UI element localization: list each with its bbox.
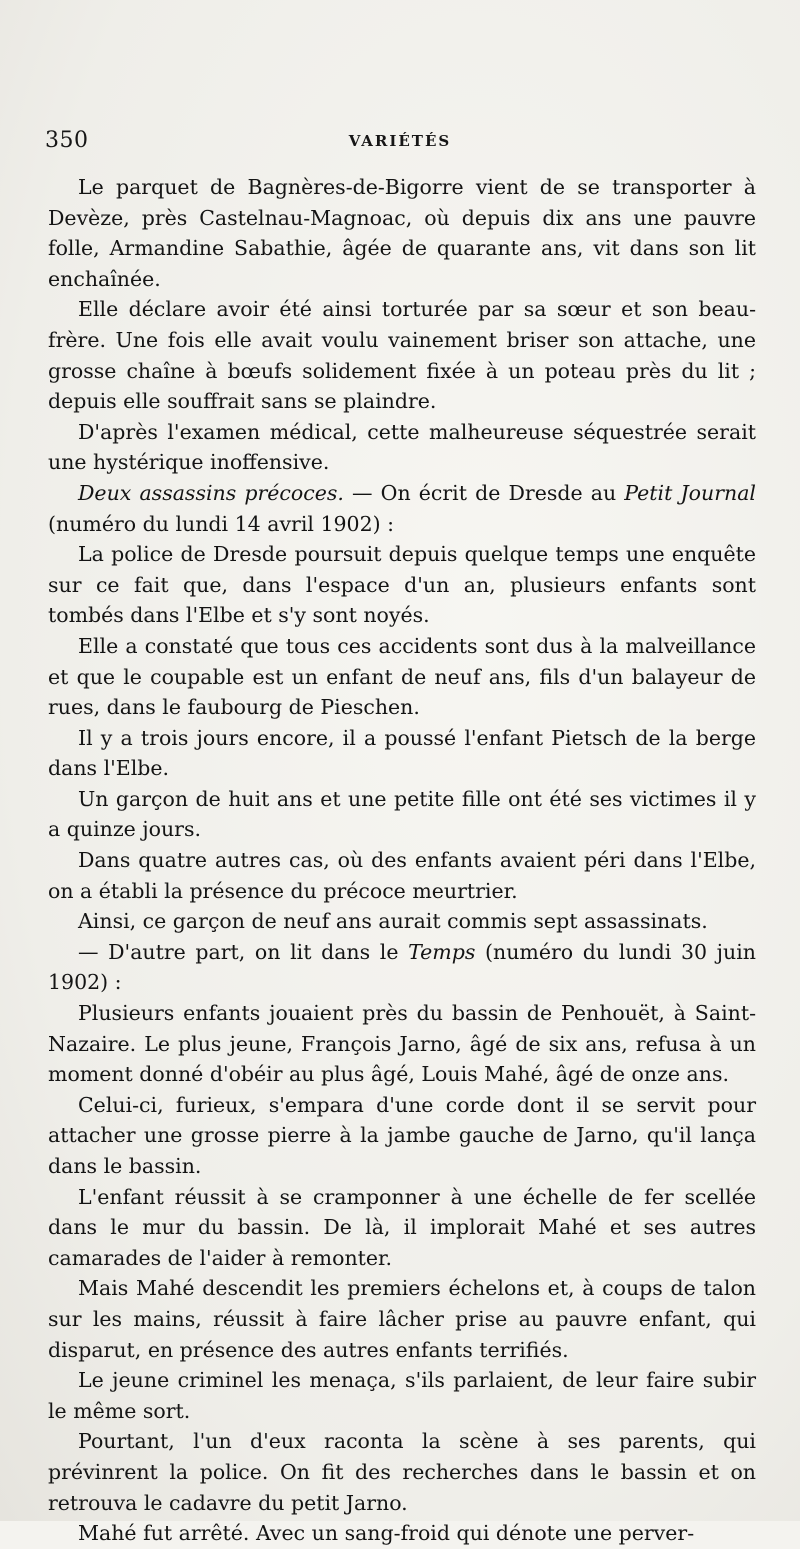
paragraph: Le parquet de Bagnères-de-Bigorre vient de se transporter à Devèze, près Castelnau-Magnoac, où depuis dix ans une pauvre folle, Armandine Sabathie, âgée de quarante ans, vit dans son lit enchaînée. xyxy=(48,175,756,291)
paragraph: Plusieurs enfants jouaient près du bassin de Penhouët, à Saint-Nazaire. Le plus jeune, François Jarno, âgé de six ans, refusa à un moment donné d'obéir au plus âgé, Louis Mahé, âgé de onze ans. xyxy=(48,1001,756,1087)
page-header xyxy=(45,128,755,158)
paragraph: Mahé fut arrêté. Avec un sang-froid qui dénote une perver- xyxy=(78,1521,695,1546)
paragraph: Pourtant, l'un d'eux raconta la scène à ses parents, qui prévinrent la police. On fit des recherches dans le bassin et on retrouva le cadavre du petit Jarno. xyxy=(48,1429,756,1515)
paragraph: La police de Dresde poursuit depuis quelque temps une enquête sur ce fait que, dans l'espace d'un an, plusieurs enfants sont tombés dans l'Elbe et s'y sont noyés. xyxy=(48,542,756,628)
paragraph: Dans quatre autres cas, où des enfants avaient péri dans l'Elbe, on a établi la présence du précoce meurtrier. xyxy=(48,848,756,903)
text-body xyxy=(48,172,756,1549)
paragraph-text: (numéro du lundi 30 juin 1902) : xyxy=(48,939,756,995)
paragraph: Elle a constaté que tous ces accidents sont dus à la malveillance et que le coupable est un enfant de neuf ans, fils d'un balayeur de rues, dans le faubourg de Pieschen. xyxy=(48,633,756,720)
paragraph: Le jeune criminel les menaça, s'ils parlaient, de leur faire subir le même sort. xyxy=(48,1368,756,1423)
paragraph: Il y a trois jours encore, il a poussé l'enfant Pietsch de la berge dans l'Elbe. xyxy=(48,725,756,781)
paragraph-text: — On écrit de Dresde au xyxy=(343,480,625,505)
paragraph: Celui-ci, furieux, s'empara d'une corde dont il se servit pour attacher une grosse pierre à la jambe gauche de Jarno, qu'il lança dans le bassin. xyxy=(48,1092,756,1178)
source-title: Temps xyxy=(408,939,476,964)
paragraph: Ainsi, ce garçon de neuf ans aurait commis sept assassinats. xyxy=(78,909,708,934)
section-heading-paragraph xyxy=(48,478,756,539)
paragraph: Un garçon de huit ans et une petite fille ont été ses victimes il y a quinze jours. xyxy=(48,786,756,842)
source-intro-paragraph xyxy=(48,937,756,998)
page-number: 350 xyxy=(45,128,89,153)
paragraph: L'enfant réussit à se cramponner à une échelle de fer scellée dans le mur du bassin. De là, il implorait Mahé et ses autres camarades de l'aider à remonter. xyxy=(48,1184,756,1270)
paragraph-text: — D'autre part, on lit dans le xyxy=(78,939,409,964)
paragraph: D'après l'examen médical, cette malheureuse séquestrée serait une hystérique inoffensive. xyxy=(48,419,756,475)
section-title: Deux assassins précoces. xyxy=(78,480,344,505)
source-title: Petit Journal xyxy=(624,480,756,505)
paragraph: Mais Mahé descendit les premiers échelons et, à coups de talon sur les mains, réussit à faire lâcher prise au pauvre enfant, qui disparut, en présence des autres enfants terrifiés. xyxy=(48,1276,756,1362)
running-head: VARIÉTÉS xyxy=(348,132,452,150)
paragraph: Elle déclare avoir été ainsi torturée par sa sœur et son beau-frère. Une fois elle avait voulu vainement briser son attache, une grosse chaîne à bœufs solidement fixée à un poteau près du lit ; depuis elle souffrait sans se plaindre. xyxy=(48,297,756,414)
paragraph-text: (numéro du lundi 14 avril 1902) : xyxy=(48,511,395,536)
